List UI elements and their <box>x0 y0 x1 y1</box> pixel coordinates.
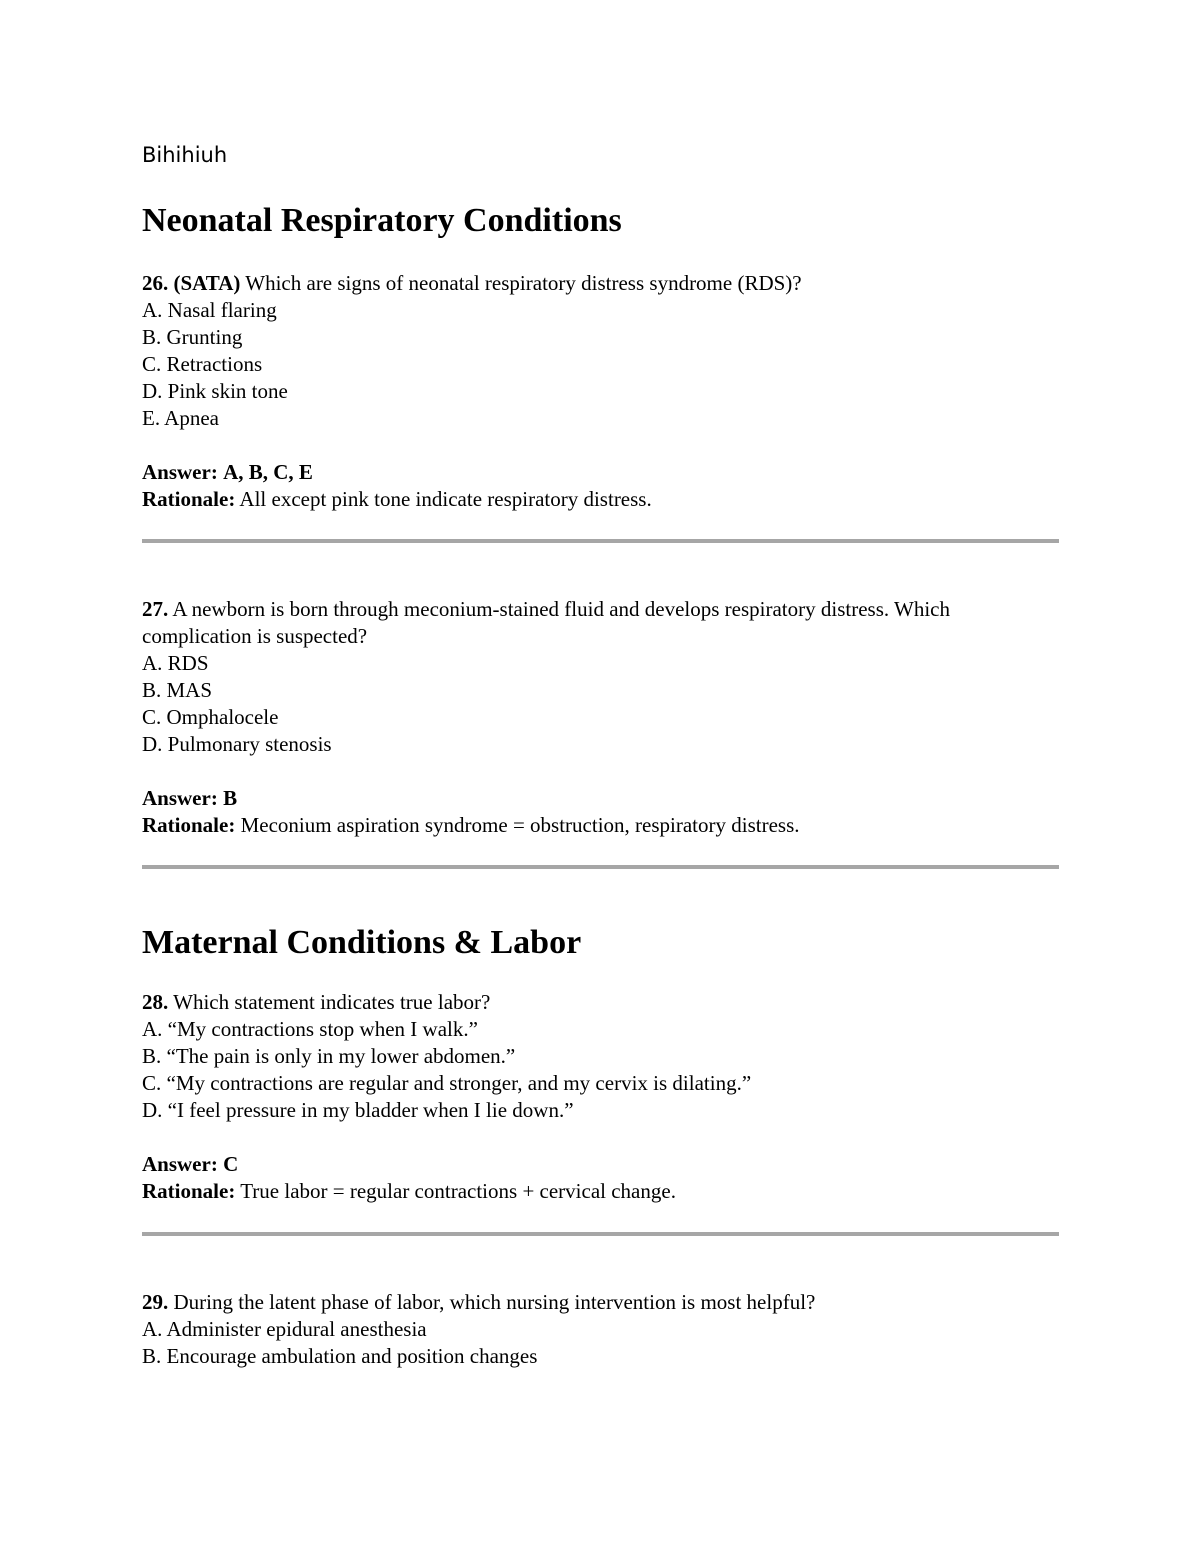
question-27 <box>142 596 1060 839</box>
answer-line <box>142 459 1060 486</box>
question-stem <box>142 1289 1060 1316</box>
option-b: B. Encourage ambulation and position changes <box>142 1344 538 1368</box>
option-d: D. Pink skin tone <box>142 379 288 403</box>
question-stem <box>142 989 1060 1016</box>
rationale-text: Meconium aspiration syndrome = obstruction, respiratory distress. <box>240 813 800 837</box>
question-stem <box>142 596 1060 650</box>
option-e: E. Apnea <box>142 406 219 430</box>
question-text: Which statement indicates true labor? <box>173 990 491 1014</box>
option-c: C. Omphalocele <box>142 705 279 729</box>
rationale-line <box>142 1178 1060 1205</box>
answer-label: Answer: <box>142 460 218 484</box>
top-note: Bihihiuh <box>142 143 228 167</box>
option-d: D. Pulmonary stenosis <box>142 732 332 756</box>
answer-value: A, B, C, E <box>223 460 313 484</box>
option-c: C. “My contractions are regular and stronger, and my cervix is dilating.” <box>142 1071 752 1095</box>
divider-rule <box>142 865 1059 869</box>
question-number: 28. <box>142 990 169 1014</box>
option-a: A. Nasal flaring <box>142 298 277 322</box>
answer-label: Answer: <box>142 1152 218 1176</box>
rationale-line <box>142 812 1060 839</box>
divider-rule <box>142 539 1059 543</box>
question-26 <box>142 270 1060 513</box>
question-number: 27. <box>142 597 169 621</box>
question-28 <box>142 989 1060 1205</box>
divider-rule <box>142 1232 1059 1236</box>
question-number: 29. <box>142 1290 169 1314</box>
rationale-label: Rationale: <box>142 813 236 837</box>
answer-value: B <box>223 786 238 810</box>
question-29 <box>142 1289 1060 1370</box>
rationale-label: Rationale: <box>142 1179 236 1203</box>
answer-label: Answer: <box>142 786 218 810</box>
option-d: D. “I feel pressure in my bladder when I lie down.” <box>142 1098 574 1122</box>
option-a: A. “My contractions stop when I walk.” <box>142 1017 478 1041</box>
option-a: A. RDS <box>142 651 209 675</box>
option-c: C. Retractions <box>142 352 263 376</box>
rationale-line <box>142 486 1060 513</box>
option-b: B. Grunting <box>142 325 243 349</box>
question-text: During the latent phase of labor, which nursing intervention is most helpful? <box>173 1290 816 1314</box>
option-b: B. MAS <box>142 678 213 702</box>
question-text: A newborn is born through meconium-stained fluid and develops respiratory distress. Which complication is suspected? <box>142 597 950 648</box>
rationale-text: All except pink tone indicate respiratory distress. <box>239 487 652 511</box>
rationale-label: Rationale: <box>142 487 236 511</box>
option-a: A. Administer epidural anesthesia <box>142 1317 427 1341</box>
answer-value: C <box>223 1152 239 1176</box>
question-tag: (SATA) <box>173 271 241 295</box>
answer-line <box>142 1151 1060 1178</box>
question-text: Which are signs of neonatal respiratory distress syndrome (RDS)? <box>245 271 802 295</box>
question-stem <box>142 270 1060 297</box>
section-heading-maternal: Maternal Conditions & Labor <box>142 924 582 961</box>
rationale-text: True labor = regular contractions + cervical change. <box>240 1179 676 1203</box>
option-b: B. “The pain is only in my lower abdomen.” <box>142 1044 516 1068</box>
answer-line <box>142 785 1060 812</box>
section-heading-neonatal: Neonatal Respiratory Conditions <box>142 202 622 239</box>
question-number: 26. <box>142 271 169 295</box>
